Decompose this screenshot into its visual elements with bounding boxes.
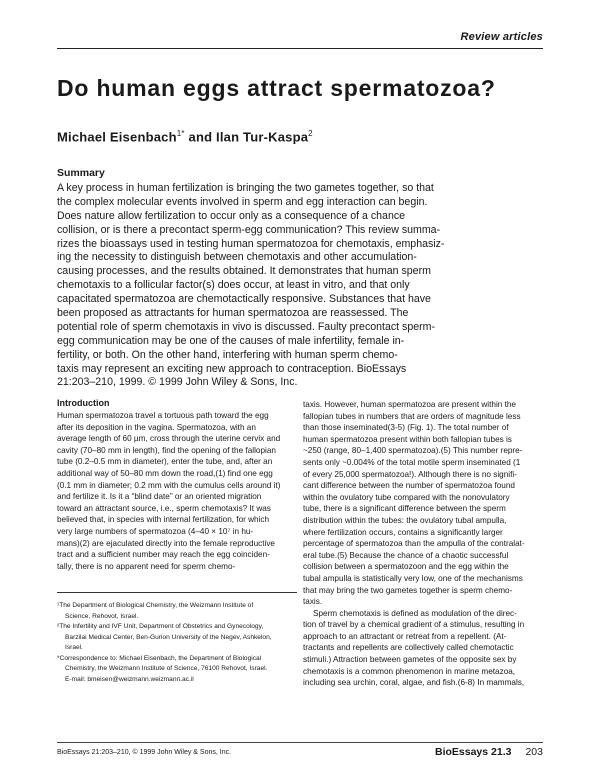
- footer-citation: BioEssays 21:203–210, © 1999 John Wiley & Sons, Inc.: [57, 749, 232, 756]
- text-line: of every 25,000 spermatozoa!). Although there is no signifi-: [303, 469, 517, 479]
- author-affiliation-mark: 2: [308, 129, 313, 138]
- text-line: percentage of spermatozoa than the ampulla of the contralat-: [303, 539, 525, 549]
- text-line: additional way of 50–80 mm down the road,(1) find one egg: [57, 468, 273, 478]
- text-line: average length of 60 µm, cross through the uterine cervix and: [57, 434, 281, 444]
- footnotes: [57, 601, 297, 685]
- text-line: rizes the bioassays used in testing human spermatozoa for chemotaxis, emphasiz-: [57, 237, 445, 250]
- text-line: cavity (70–80 mm in length), find the opening of the fallopian: [57, 445, 276, 455]
- text-line: tally, there is no apparent need for sperm chemo-: [57, 561, 236, 571]
- text-line: Does nature allow fertilization to occur only as a consequence of a chance: [57, 209, 406, 222]
- text-line: Human spermatozoa travel a tortuous path toward the egg: [57, 411, 269, 420]
- text-line: tractants and repellents are collectively called chemotactic: [303, 643, 514, 653]
- text-line: after its deposition in the vagina. Spermatozoa, with an: [57, 422, 256, 432]
- text-line: (0.1 mm in diameter; 0.2 mm with the cumulus cells around it): [57, 480, 281, 490]
- author-affiliation-mark: 1*: [176, 129, 185, 138]
- text-line: within the ovulatory tube compared with the nonovulatory: [303, 492, 510, 502]
- text-line: very large numbers of spermatozoa (4–40 × 10⁷ in hu-: [57, 526, 254, 536]
- text-line: ¹The Department of Biological Chemistry, the Weizmann Institute of: [57, 602, 254, 609]
- text-line: tion of travel by a chemical gradient of a stimulus, resulting in: [303, 620, 525, 630]
- text-line: Chemistry, the Weizmann Institute of Science, 76100 Rehovot, Israel.: [65, 665, 268, 672]
- introduction-heading: Introduction: [57, 398, 110, 408]
- text-line: E-mail: bmeisen@weizmann.weizmann.ac.il: [65, 675, 194, 683]
- text-line: taxis.: [303, 597, 323, 607]
- footer-rule: [57, 742, 543, 743]
- text-line: stimuli.) Attraction between gametes of the opposite sex by: [303, 655, 517, 665]
- author-name: Michael Eisenbach: [57, 129, 177, 145]
- footer-journal-info: [435, 746, 543, 758]
- text-line: ing the necessity to distinguish between chemotaxis and other accumulation-: [57, 251, 417, 264]
- article-title: Do human eggs attract spermatozoa?: [57, 75, 496, 101]
- text-line: including sea urchin, coral, algae, and fish.(6-8) In mammals,: [303, 678, 525, 688]
- text-line: egg communication may be one of the causes of male infertility, female in-: [57, 334, 405, 347]
- text-line: eral tube.(5) Because the chance of a chaotic successful: [303, 550, 509, 560]
- author-name: and Ilan Tur-Kaspa: [184, 129, 309, 145]
- text-line: where fertilization occurs, contains a significantly larger: [303, 527, 503, 537]
- text-line: tube, there is a significant difference between the sperm: [303, 504, 506, 514]
- body-column-right: [303, 399, 543, 689]
- summary-heading: Summary: [57, 167, 105, 179]
- text-line: capacitated spermatozoa are chemotactically responsive. Substances that have: [57, 293, 431, 306]
- text-line: taxis may represent an exciting new approach to contraception. BioEssays: [57, 362, 407, 375]
- summary-text: [57, 182, 543, 390]
- text-line: cant difference between the number of spermatozoa found: [303, 481, 515, 491]
- text-line: tube (0.2–0.5 mm in diameter), enter the tube, and, after an: [57, 457, 273, 467]
- text-line: A key process in human fertilization is bringing the two gametes together, so that: [57, 182, 434, 194]
- text-line: distribution within the tubes: the ovulatory tubal ampulla,: [303, 515, 507, 525]
- footnote-rule: [57, 592, 297, 593]
- footer-journal: BioEssays 21.3: [435, 746, 512, 758]
- text-line: causing processes, and the results obtained. It demonstrates that human sperm: [57, 265, 431, 278]
- text-line: fallopian tubes in numbers that are orders of magnitude less: [303, 411, 521, 421]
- text-line: Barzilai Medical Center, Ben-Gurion University of the Negev, Ashkelon,: [65, 633, 272, 641]
- text-line: been proposed as attractants for human spermatozoa are reassessed. The: [57, 307, 409, 320]
- text-line: human spermatozoa present within both fallopian tubes is: [303, 434, 512, 444]
- text-line: that may bring the two gametes together is sperm chemo-: [303, 585, 513, 595]
- body-column-left: [57, 410, 297, 572]
- text-line: potential role of sperm chemotaxis in vivo is discussed. Faulty precontact sperm-: [57, 320, 436, 333]
- page-number: 203: [525, 746, 543, 758]
- text-line: sents only ~0.004% of the total motile sperm inseminated (1: [303, 457, 521, 467]
- text-line: collision, or is there a precontact sperm-egg communication? This review summa-: [57, 223, 441, 236]
- text-line: believed that, in species with internal fertilization, for which: [57, 515, 270, 525]
- text-line: mans)(2) are ejaculated directly into the female reproductive: [57, 538, 275, 548]
- text-line: chemotaxis is a common phenomenon in marine metazoa,: [303, 666, 516, 676]
- text-line: *Correspondence to: Michael Eisenbach, the Department of Biological: [57, 654, 262, 662]
- text-line: toward an attractant source, i.e., sperm chemotaxis? It was: [57, 503, 271, 513]
- text-line: taxis. However, human spermatozoa are present within the: [303, 400, 516, 409]
- header-rule: [57, 48, 543, 49]
- text-line: the complex molecular events involved in sperm and egg interaction can begin.: [57, 195, 428, 208]
- text-line: Sperm chemotaxis is defined as modulation of the direc-: [313, 608, 517, 618]
- text-line: Israel.: [65, 644, 83, 651]
- text-line: fertility, or both. On the other hand, interfering with human sperm chemo-: [57, 348, 398, 361]
- text-line: chemotaxis to a follicular factor(s) does occur, at least in vitro, and that only: [57, 279, 410, 292]
- text-line: tract and a sufficient number may reach the egg coinciden-: [57, 550, 270, 560]
- section-label: Review articles: [460, 31, 543, 43]
- author-line: [57, 129, 313, 144]
- text-line: and fertilize it. Is it a “blind date” or an oriented migration: [57, 492, 262, 502]
- text-line: than those inseminated(3-5) (Fig. 1). The total number of: [303, 423, 509, 433]
- text-line: tubal ampulla is statistically very low, one of the mechanisms: [303, 573, 523, 583]
- text-line: ~250 (range, 80–1,400 spermatozoa).(5) This number repre-: [303, 446, 523, 456]
- text-line: 21:203–210, 1999. © 1999 John Wiley & Sons, Inc.: [57, 376, 298, 389]
- text-line: approach to an attractant or retreat from a repellent. (At-: [303, 631, 507, 641]
- text-line: Science, Rehovot, Israel.: [65, 612, 139, 620]
- text-line: ²The Infertility and IVF Unit, Department of Obstetrics and Gynecology,: [57, 623, 264, 630]
- text-line: collision between a spermatozoon and the egg within the: [303, 562, 509, 572]
